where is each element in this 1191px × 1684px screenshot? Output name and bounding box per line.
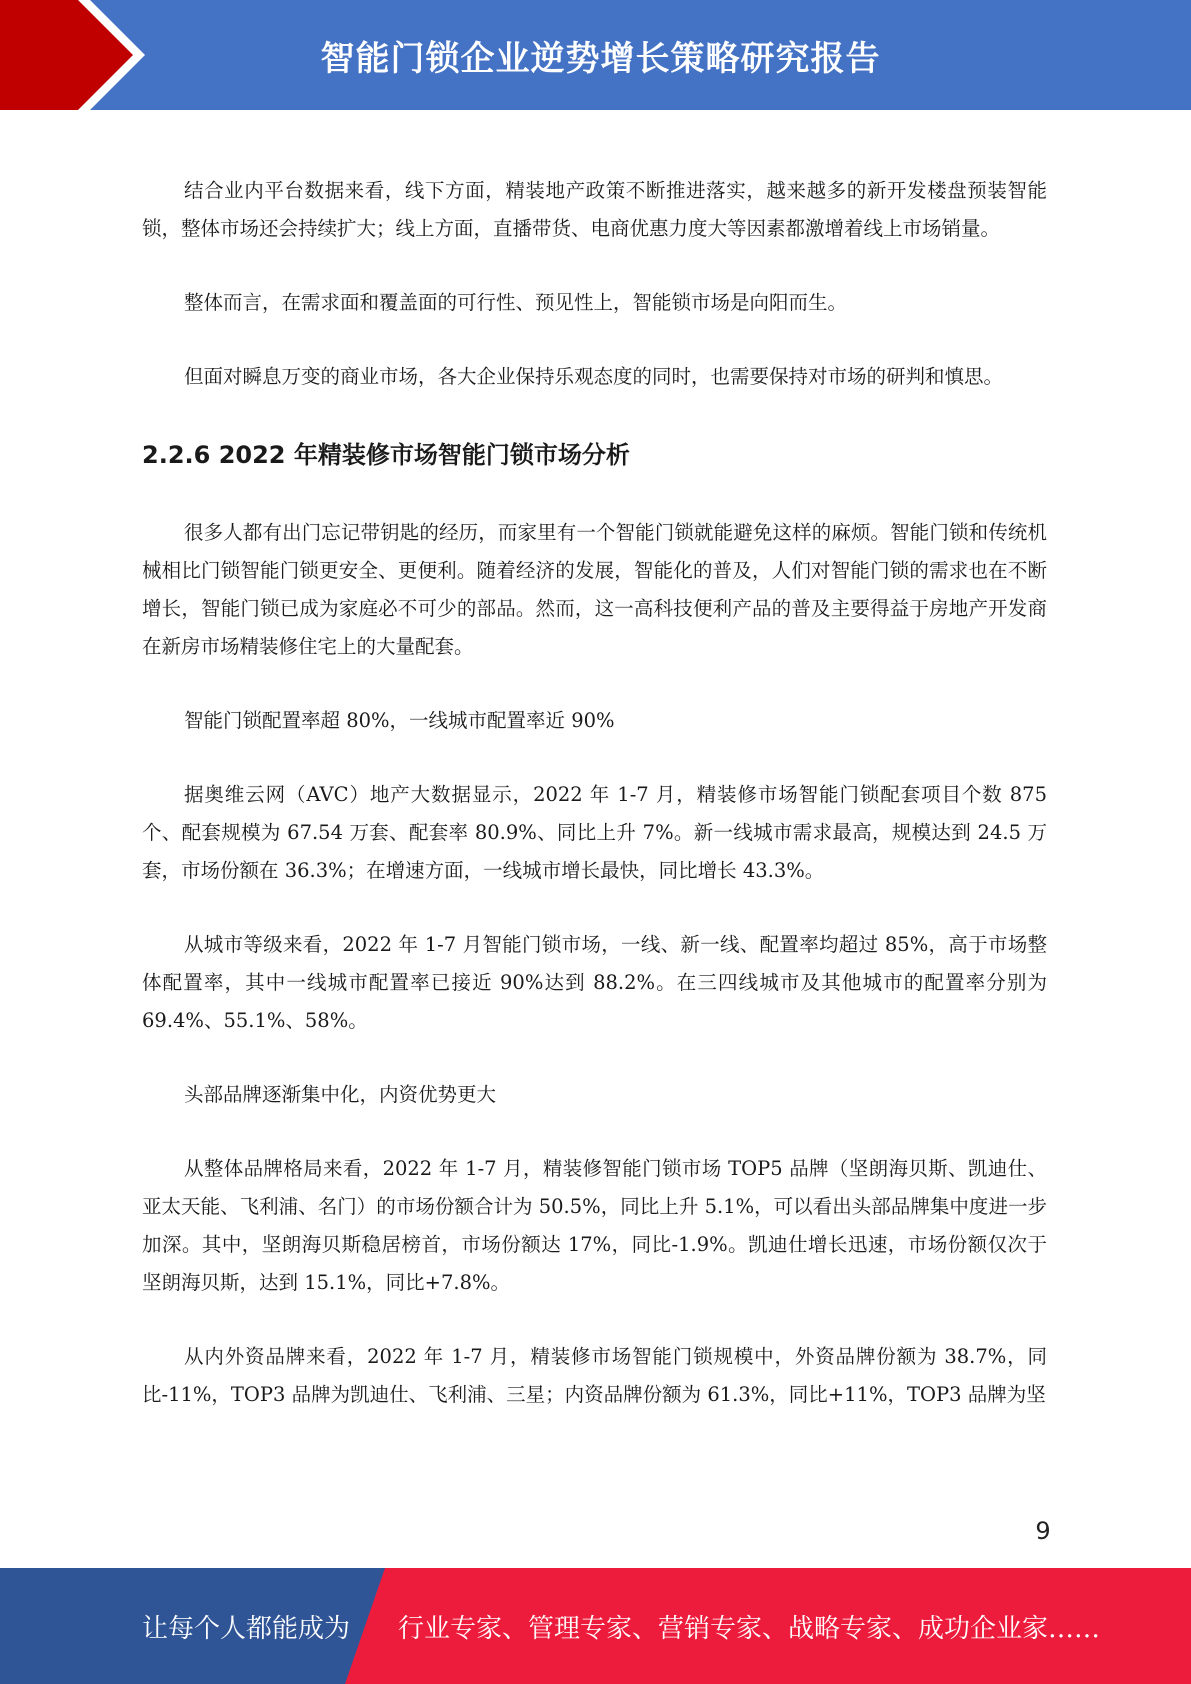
document-body xyxy=(142,172,1047,1414)
report-title: 智能门锁企业逆势增长策略研究报告 xyxy=(320,38,881,79)
subheading-paragraph: 智能门锁配置率超 80%，一线城市配置率近 90% xyxy=(184,709,615,732)
page-header xyxy=(0,0,1191,110)
subheading-paragraph: 头部品牌逐渐集中化，内资优势更大 xyxy=(184,1083,497,1106)
paragraph: 从整体品牌格局来看，2022 年 1-7 月，精装修智能门锁市场 TOP5 品牌（坚朗海贝斯、凯迪仕、亚太天能、飞利浦、名门）的市场份额合计为 50.5%，同比上升 5.1%，可以看出头部品牌集中度进一步加深。其中，坚朗海贝斯稳居榜首，市场份额达 17%，同比-1.9%。凯迪仕增长迅速，市场份额仅次于坚朗海贝斯，达到 15.1%，同比+7.8%。 xyxy=(142,1157,1047,1294)
paragraph: 结合业内平台数据来看，线下方面，精装地产政策不断推进落实，越来越多的新开发楼盘预装智能锁，整体市场还会持续扩大；线上方面，直播带货、电商优惠力度大等因素都激增着线上市场销量。 xyxy=(142,179,1047,240)
paragraph: 从城市等级来看，2022 年 1-7 月智能门锁市场，一线、新一线、配置率均超过 85%，高于市场整体配置率，其中一线城市配置率已接近 90%达到 88.2%。在三四线城市及其他城市的配置率分别为 69.4%、55.1%、58%。 xyxy=(142,933,1047,1032)
page-footer xyxy=(0,1568,1191,1684)
footer-slogan-left: 让每个人都能成为 xyxy=(142,1613,351,1644)
section-heading: 2.2.6 2022 年精装修市场智能门锁市场分析 xyxy=(142,441,630,469)
page-number: 9 xyxy=(1035,1517,1051,1545)
header-red-arrow-decoration xyxy=(0,0,150,110)
paragraph: 但面对瞬息万变的商业市场，各大企业保持乐观态度的同时，也需要保持对市场的研判和慎思。 xyxy=(184,365,1004,388)
paragraph: 整体而言，在需求面和覆盖面的可行性、预见性上，智能锁市场是向阳而生。 xyxy=(184,291,848,314)
paragraph: 很多人都有出门忘记带钥匙的经历，而家里有一个智能门锁就能避免这样的麻烦。智能门锁和传统机械相比门锁智能门锁更安全、更便利。随着经济的发展，智能化的普及，人们对智能门锁的需求也在不断增长，智能门锁已成为家庭必不可少的部品。然而，这一高科技便利产品的普及主要得益于房地产开发商在新房市场精装修住宅上的大量配套。 xyxy=(142,521,1047,658)
paragraph: 据奥维云网（AVC）地产大数据显示，2022 年 1-7 月，精装修市场智能门锁配套项目个数 875 个、配套规模为 67.54 万套、配套率 80.9%、同比上升 7%。新一线城市需求最高，规模达到 24.5 万套，市场份额在 36.3%；在增速方面，一线城市增长最快，同比增长 43.3%。 xyxy=(142,783,1047,882)
paragraph: 从内外资品牌来看，2022 年 1-7 月，精装修市场智能门锁规模中，外资品牌份额为 38.7%，同比-11%，TOP3 品牌为凯迪仕、飞利浦、三星；内资品牌份额为 61.3%，同比+11%，TOP3 品牌为坚 xyxy=(142,1345,1047,1406)
footer-slogan-right: 行业专家、管理专家、营销专家、战略专家、成功企业家…… xyxy=(398,1613,1101,1644)
